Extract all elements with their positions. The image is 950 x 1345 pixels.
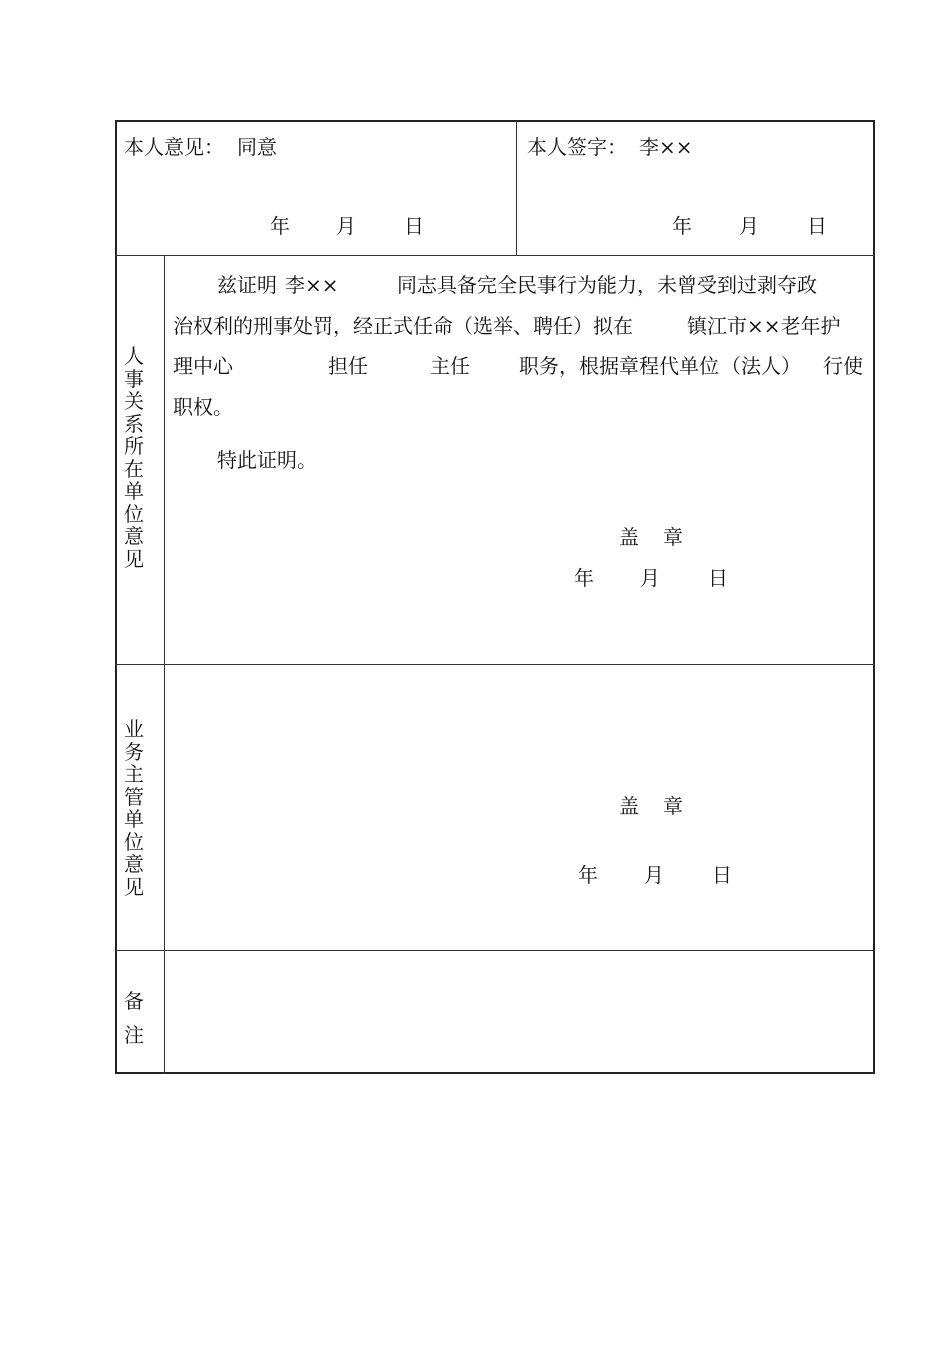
opinion-label: 本人意见： bbox=[124, 135, 224, 159]
unit-seal-char-2: 章 bbox=[663, 525, 683, 549]
supervisor-seal-char-1: 盖 bbox=[619, 794, 639, 818]
unit-seal-char-1: 盖 bbox=[619, 525, 639, 549]
cert-line3-duty: 职务，根据章程代单位 bbox=[519, 354, 719, 378]
cert-line3-legal: （法人） bbox=[721, 354, 801, 378]
opinion-value: 同意 bbox=[237, 135, 277, 159]
opinion-date-month: 月 bbox=[336, 214, 356, 238]
cert-line3-start: 理中心 bbox=[173, 354, 233, 378]
signature-value: 李×× bbox=[639, 135, 693, 159]
supervisor-seal-char-2: 章 bbox=[663, 794, 683, 818]
signature-label: 本人签字： bbox=[527, 135, 627, 159]
row-divider-3 bbox=[115, 950, 875, 951]
unit-date-year: 年 bbox=[574, 566, 594, 590]
signature-date-year: 年 bbox=[672, 214, 692, 238]
supervisor-date-month: 月 bbox=[644, 863, 664, 887]
unit-section-label: 人事关系所在单位意见 bbox=[124, 344, 144, 571]
top-row-divider bbox=[516, 120, 517, 256]
remarks-section-label: 备注 bbox=[124, 989, 144, 1047]
unit-date-day: 日 bbox=[708, 566, 728, 590]
supervisor-date-day: 日 bbox=[712, 863, 732, 887]
cert-prefix: 兹证明 bbox=[217, 273, 277, 297]
cert-line1: 同志具备完全民事行为能力，未曾受到过剥夺政 bbox=[397, 273, 817, 297]
supervisor-date-year: 年 bbox=[578, 863, 598, 887]
row-divider-1 bbox=[115, 255, 875, 256]
signature-date-day: 日 bbox=[807, 214, 827, 238]
cert-closing: 特此证明。 bbox=[217, 448, 317, 472]
cert-line2: 治权利的刑事处罚，经正式任命（选举、聘任）拟在 bbox=[173, 314, 633, 338]
label-column-divider bbox=[164, 255, 165, 1074]
organization-name: 镇江市××老年护 bbox=[687, 314, 841, 338]
signature-date-month: 月 bbox=[739, 214, 759, 238]
unit-date-month: 月 bbox=[640, 566, 660, 590]
form-table bbox=[115, 120, 875, 1074]
cert-line3-serve: 担任 bbox=[328, 354, 368, 378]
supervisor-section-label: 业务主管单位意见 bbox=[124, 717, 144, 899]
cert-line3-end: 行使 bbox=[823, 354, 863, 378]
opinion-date-day: 日 bbox=[404, 214, 424, 238]
position-title: 主任 bbox=[430, 354, 470, 378]
opinion-date-year: 年 bbox=[270, 214, 290, 238]
person-name: 李×× bbox=[285, 273, 339, 297]
cert-line4: 职权。 bbox=[173, 395, 233, 419]
row-divider-2 bbox=[115, 664, 875, 665]
